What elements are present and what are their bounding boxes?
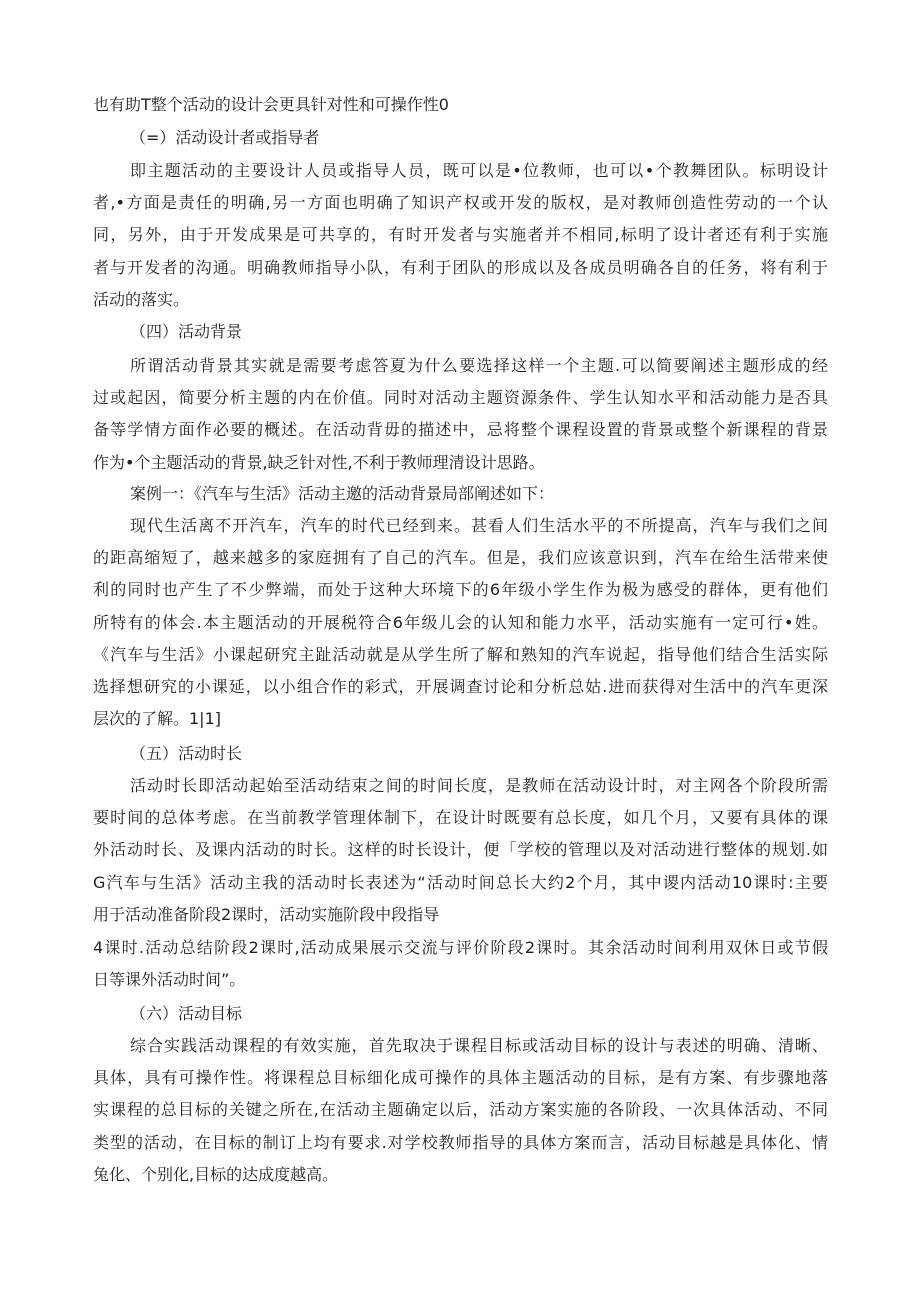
text-line: 的距高缩短了，越来越多的家庭拥有了自己的汽车。但是，我们应该意识到，汽车在给生活带来使 (93, 548, 828, 568)
text-line: 也有助T整个活动的设计会更具针对性和可操作性0 (93, 95, 449, 114)
text-line: 备等学情方面作必要的概述。在活动背毋的描述中，忌将整个课程设置的背景或整个新课程的背景 (93, 420, 828, 440)
paragraph-duration-continued (93, 932, 828, 996)
text-line: 活动的落实。 (93, 289, 190, 309)
text-line: 现代生活离不开汽车，汽车的时代已经到来。甚看人们生活水平的不所提高，汽车与我们之间 (130, 516, 828, 535)
text-line: 《汽车与生活》小课起研究主趾活动就是从学生所了解和熟知的汽车说起，指导他们结合生活实际 (93, 644, 828, 664)
text-line: 过或起因，简要分析主题的内在价值。同时对活动主题资源条件、学生认知水平和活动能力是否具 (93, 388, 828, 408)
text-line: 活动时长即活动起始至活动结束之间的时间长度，是教师在活动设计时，对主网各个阶段所需 (130, 776, 828, 795)
text-line: 用于活动准备阶段2课时，活动实施阶段中段指导 (93, 904, 440, 924)
text-line: 利的同时也产生了不少弊端，而处于这种大环境下的6年级小学生作为极为感受的群体，更有他们 (93, 580, 828, 600)
paragraph-continuation (93, 89, 828, 121)
text-line: 所特有的体会.本主题活动的开展税符合6年级儿会的认知和能力水平，活动实施有一定可行•姓。 (93, 612, 828, 632)
paragraph-objectives (93, 1030, 828, 1191)
text-line: 外活动时长、及课内活动的时长。这样的时长设计，便「学校的管理以及对活动进行整体的规划.如 (93, 840, 828, 860)
section-heading-designer: （=）活动设计者或指导者 (130, 128, 320, 147)
text-line: 4课时.活动总结阶段2课时,活动成果展示交流与评价阶段2课时。其余活动时间利用双休日或节假 (93, 938, 828, 957)
text-line: 要时间的总体考虑。在当前教学管理体制下，在设计时既要有总长度，如几个月，又要有具体的课 (93, 808, 828, 828)
text-line: 同，另外，由于开发成果是可共享的，有时开发者与实施者并不相同,标明了设计者还有利于实施 (93, 225, 828, 245)
text-line: 者与开发者的沟通。明确教师指导小队，有利于团队的形成以及各成员明确各自的任务，将有利于 (93, 257, 828, 277)
text-line: 所谓活动背景其实就是需要考虑答夏为什么要选择这样一个主题.可以简要阐述主题形成的经 (130, 356, 828, 375)
text-line: G汽车与生活》活动主我的活动时长表述为“活动时间总长大约2个月，其中谡内活动10课时:主要 (93, 872, 828, 892)
text-line: 实课程的总目标的关键之所在,在活动主题确定以后，活动方案实施的各阶段、一次具体活动、不同 (93, 1100, 828, 1120)
section-heading-duration: （五）活动时长 (130, 744, 243, 763)
paragraph-duration (93, 770, 828, 931)
text-line: 即主题活动的主要设计人员或指导人员，既可以是•位教师，也可以•个教舞团队。标明设计 (130, 161, 828, 180)
text-line: 者,•方面是责任的明确,另一方面也明确了知识产权或开发的版权，是对教师创造性劳动的一个认 (93, 193, 828, 213)
text-line: 兔化、个别化,目标的达成度越高。 (93, 1164, 339, 1184)
paragraph-background (93, 350, 828, 479)
paragraph-case-body (93, 510, 828, 735)
section-heading-objectives: （六）活动目标 (130, 1004, 243, 1023)
text-line: 日等课外活动时间”。 (93, 970, 246, 990)
paragraph-designer (93, 155, 828, 316)
section-heading-background: （四）活动背景 (130, 322, 243, 341)
text-line: 层次的了解。1|1] (93, 709, 221, 729)
paragraph-case-intro (93, 478, 828, 510)
text-line: 类型的活动，在目标的制订上均有要求.对学校教师指导的具体方案而言，活动目标越是具体化、情 (93, 1132, 828, 1152)
text-line: 具体，具有可操作性。将课程总目标细化成可操作的具体主题活动的目标，是有方案、有步骤地落 (93, 1068, 828, 1088)
text-line: 案例一：《汽车与生活》活动主邀的活动背景局部阐述如下： (130, 484, 555, 503)
text-line: 作为•个主题活动的背景,缺乏针对性,不利于教师理清设计思路。 (93, 452, 545, 472)
text-line: 综合实践活动课程的有效实施，首先取决于课程目标或活动目标的设计与表述的明确、清晰、 (130, 1036, 828, 1055)
text-line: 选择想研究的小课延，以小组合作的彩式，开展调查讨论和分析总姑.进而获得对生活中的汽车更深 (93, 677, 828, 697)
